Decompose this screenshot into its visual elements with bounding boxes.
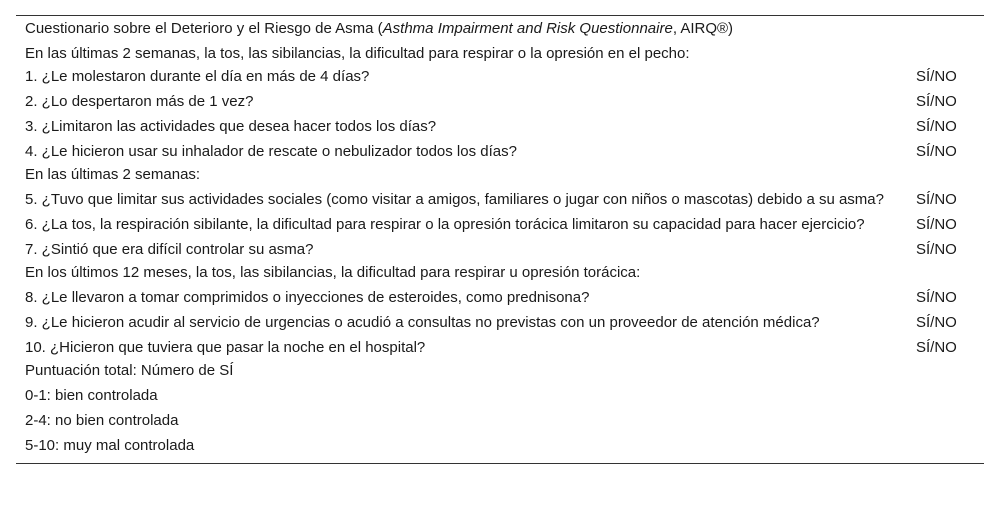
title-italic: Asthma Impairment and Risk Questionnaire	[382, 20, 673, 37]
question-text: 2. ¿Lo despertaron más de 1 vez?	[25, 93, 254, 110]
question-text: 1. ¿Le molestaron durante el día en más de 4 días?	[25, 68, 370, 85]
answer-text: SÍ/NO	[916, 191, 957, 208]
answer-text: SÍ/NO	[916, 93, 957, 110]
question-text: 4. ¿Le hicieron usar su inhalador de rescate o nebulizador todos los días?	[25, 143, 517, 160]
question-row	[16, 188, 984, 211]
question-row	[16, 238, 984, 261]
question-row	[16, 90, 984, 113]
score-range: 0-1: bien controlada	[25, 387, 158, 404]
question-row	[16, 336, 984, 359]
score-range: 5-10: muy mal controlada	[25, 437, 195, 454]
answer-text: SÍ/NO	[916, 314, 957, 331]
table-title: Cuestionario sobre el Deterioro y el Riesgo de Asma (Asthma Impairment and Risk Questionnaire, AIRQ®)	[25, 20, 734, 37]
answer-text: SÍ/NO	[916, 68, 957, 85]
section-heading: En las últimas 2 semanas:	[25, 166, 201, 183]
question-text: 9. ¿Le hicieron acudir al servicio de urgencias o acudió a consultas no previstas con un proveedor de atención médica?	[25, 314, 820, 331]
answer-text: SÍ/NO	[916, 339, 957, 356]
section-heading: En las últimas 2 semanas, la tos, las sibilancias, la dificultad para respirar o la opresión en el pecho:	[25, 45, 690, 62]
question-text: 5. ¿Tuvo que limitar sus actividades sociales (como visitar a amigos, familiares o jugar con niños o mascotas) debido a su asma?	[25, 191, 884, 208]
question-row	[16, 311, 984, 334]
score-range: 2-4: no bien controlada	[25, 412, 179, 429]
answer-text: SÍ/NO	[916, 289, 957, 306]
answer-text: SÍ/NO	[916, 216, 957, 233]
question-row	[16, 213, 984, 236]
answer-text: SÍ/NO	[916, 143, 957, 160]
question-text: 10. ¿Hicieron que tuviera que pasar la noche en el hospital?	[25, 339, 426, 356]
section-heading: En los últimos 12 meses, la tos, las sibilancias, la dificultad para respirar u opresión torácica:	[25, 264, 641, 281]
table-title-row	[16, 17, 984, 40]
score-title: Puntuación total: Número de SÍ	[25, 362, 234, 379]
question-row	[16, 115, 984, 138]
question-row	[16, 65, 984, 88]
question-text: 7. ¿Sintió que era difícil controlar su asma?	[25, 241, 314, 258]
airq-table	[16, 15, 984, 464]
answer-text: SÍ/NO	[916, 118, 957, 135]
question-row	[16, 140, 984, 163]
question-text: 3. ¿Limitaron las actividades que desea hacer todos los días?	[25, 118, 437, 135]
question-text: 6. ¿La tos, la respiración sibilante, la dificultad para respirar o la opresión torácica limitaron su capacidad para hacer ejercicio?	[25, 216, 865, 233]
answer-text: SÍ/NO	[916, 241, 957, 258]
question-text: 8. ¿Le llevaron a tomar comprimidos o inyecciones de esteroides, como prednisona?	[25, 289, 590, 306]
question-row	[16, 286, 984, 309]
